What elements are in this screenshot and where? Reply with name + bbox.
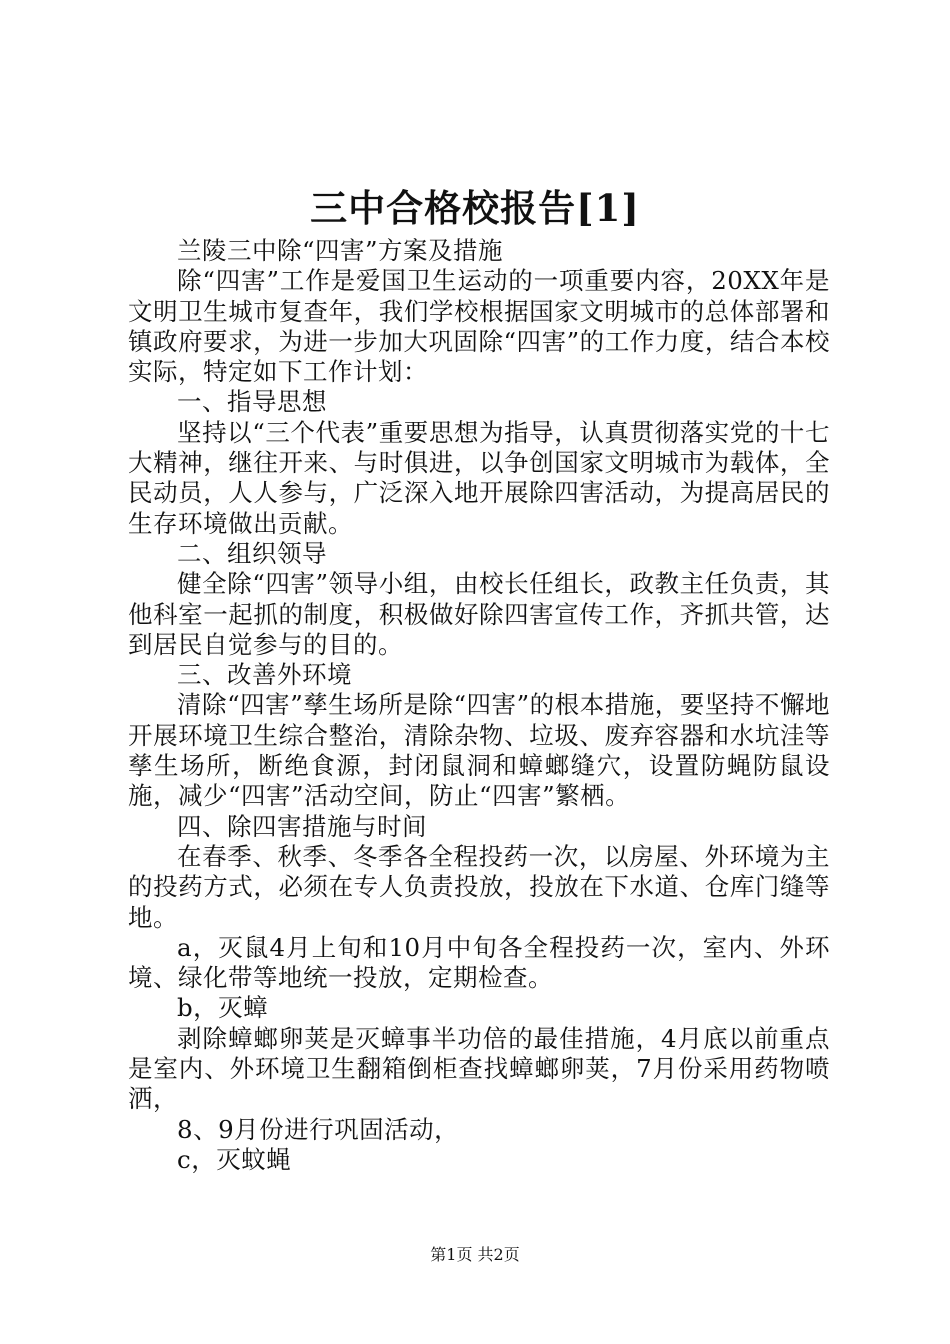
paragraph: 健全除“四害”领导小组，由校长任组长，政教主任负责，其他科室一起抓的制度，积极做好除四害宣传工作，齐抓共管，达到居民自觉参与的目的。 bbox=[128, 569, 830, 659]
section-heading: 四、除四害措施与时间 bbox=[177, 811, 427, 841]
paragraph: 坚持以“三个代表”重要思想为指导，认真贯彻落实党的十七大精神，继往开来、与时俱进，以争创国家文明城市为载体，全民动员，人人参与，广泛深入地开展除四害活动，为提高居民的生存环境做出贡献。 bbox=[128, 417, 830, 538]
sub-heading: c，灭蚊蝇 bbox=[177, 1144, 292, 1174]
paragraph: 除“四害”工作是爱国卫生运动的一项重要内容，20XX年是文明卫生城市复查年，我们学校根据国家文明城市的总体部署和镇政府要求，为进一步加大巩固除“四害”的工作力度，结合本校实际，特定如下工作计划： bbox=[128, 266, 830, 387]
section-heading: 一、指导思想 bbox=[177, 387, 327, 417]
paragraph: 剥除蟑螂卵荚是灭蟑事半功倍的最佳措施，4月底以前重点是室内、外环境卫生翻箱倒柜查找蟑螂卵荚，7月份采用药物喷洒， bbox=[128, 1023, 830, 1114]
section-heading: 二、组织领导 bbox=[177, 538, 327, 568]
page-footer: 第1页 共2页 bbox=[430, 1245, 520, 1264]
sub-heading: b，灭蟑 bbox=[177, 993, 269, 1023]
section-heading: 三、改善外环境 bbox=[177, 660, 352, 690]
paragraph: 兰陵三中除“四害”方案及措施 bbox=[177, 236, 504, 265]
document-title: 三中合格校报告[1] bbox=[310, 186, 640, 230]
paragraph: a，灭鼠4月上旬和10月中旬各全程投药一次，室内、外环境、绿化带等地统一投放，定期检查。 bbox=[128, 932, 830, 993]
paragraph: 8、9月份进行巩固活动， bbox=[177, 1114, 460, 1144]
paragraph: 在春季、秋季、冬季各全程投药一次，以房屋、外环境为主的投药方式，必须在专人负责投放，投放在下水道、仓库门缝等地。 bbox=[128, 841, 830, 932]
paragraph: 清除“四害”孳生场所是除“四害”的根本措施，要坚持不懈地开展环境卫生综合整治，清除杂物、垃圾、废弃容器和水坑洼等孳生场所，断绝食源，封闭鼠洞和蟑螂缝穴，设置防蝇防鼠设施，减少“四害”活动空间，防止“四害”繁栖。 bbox=[128, 690, 830, 811]
document-body bbox=[128, 236, 830, 1175]
